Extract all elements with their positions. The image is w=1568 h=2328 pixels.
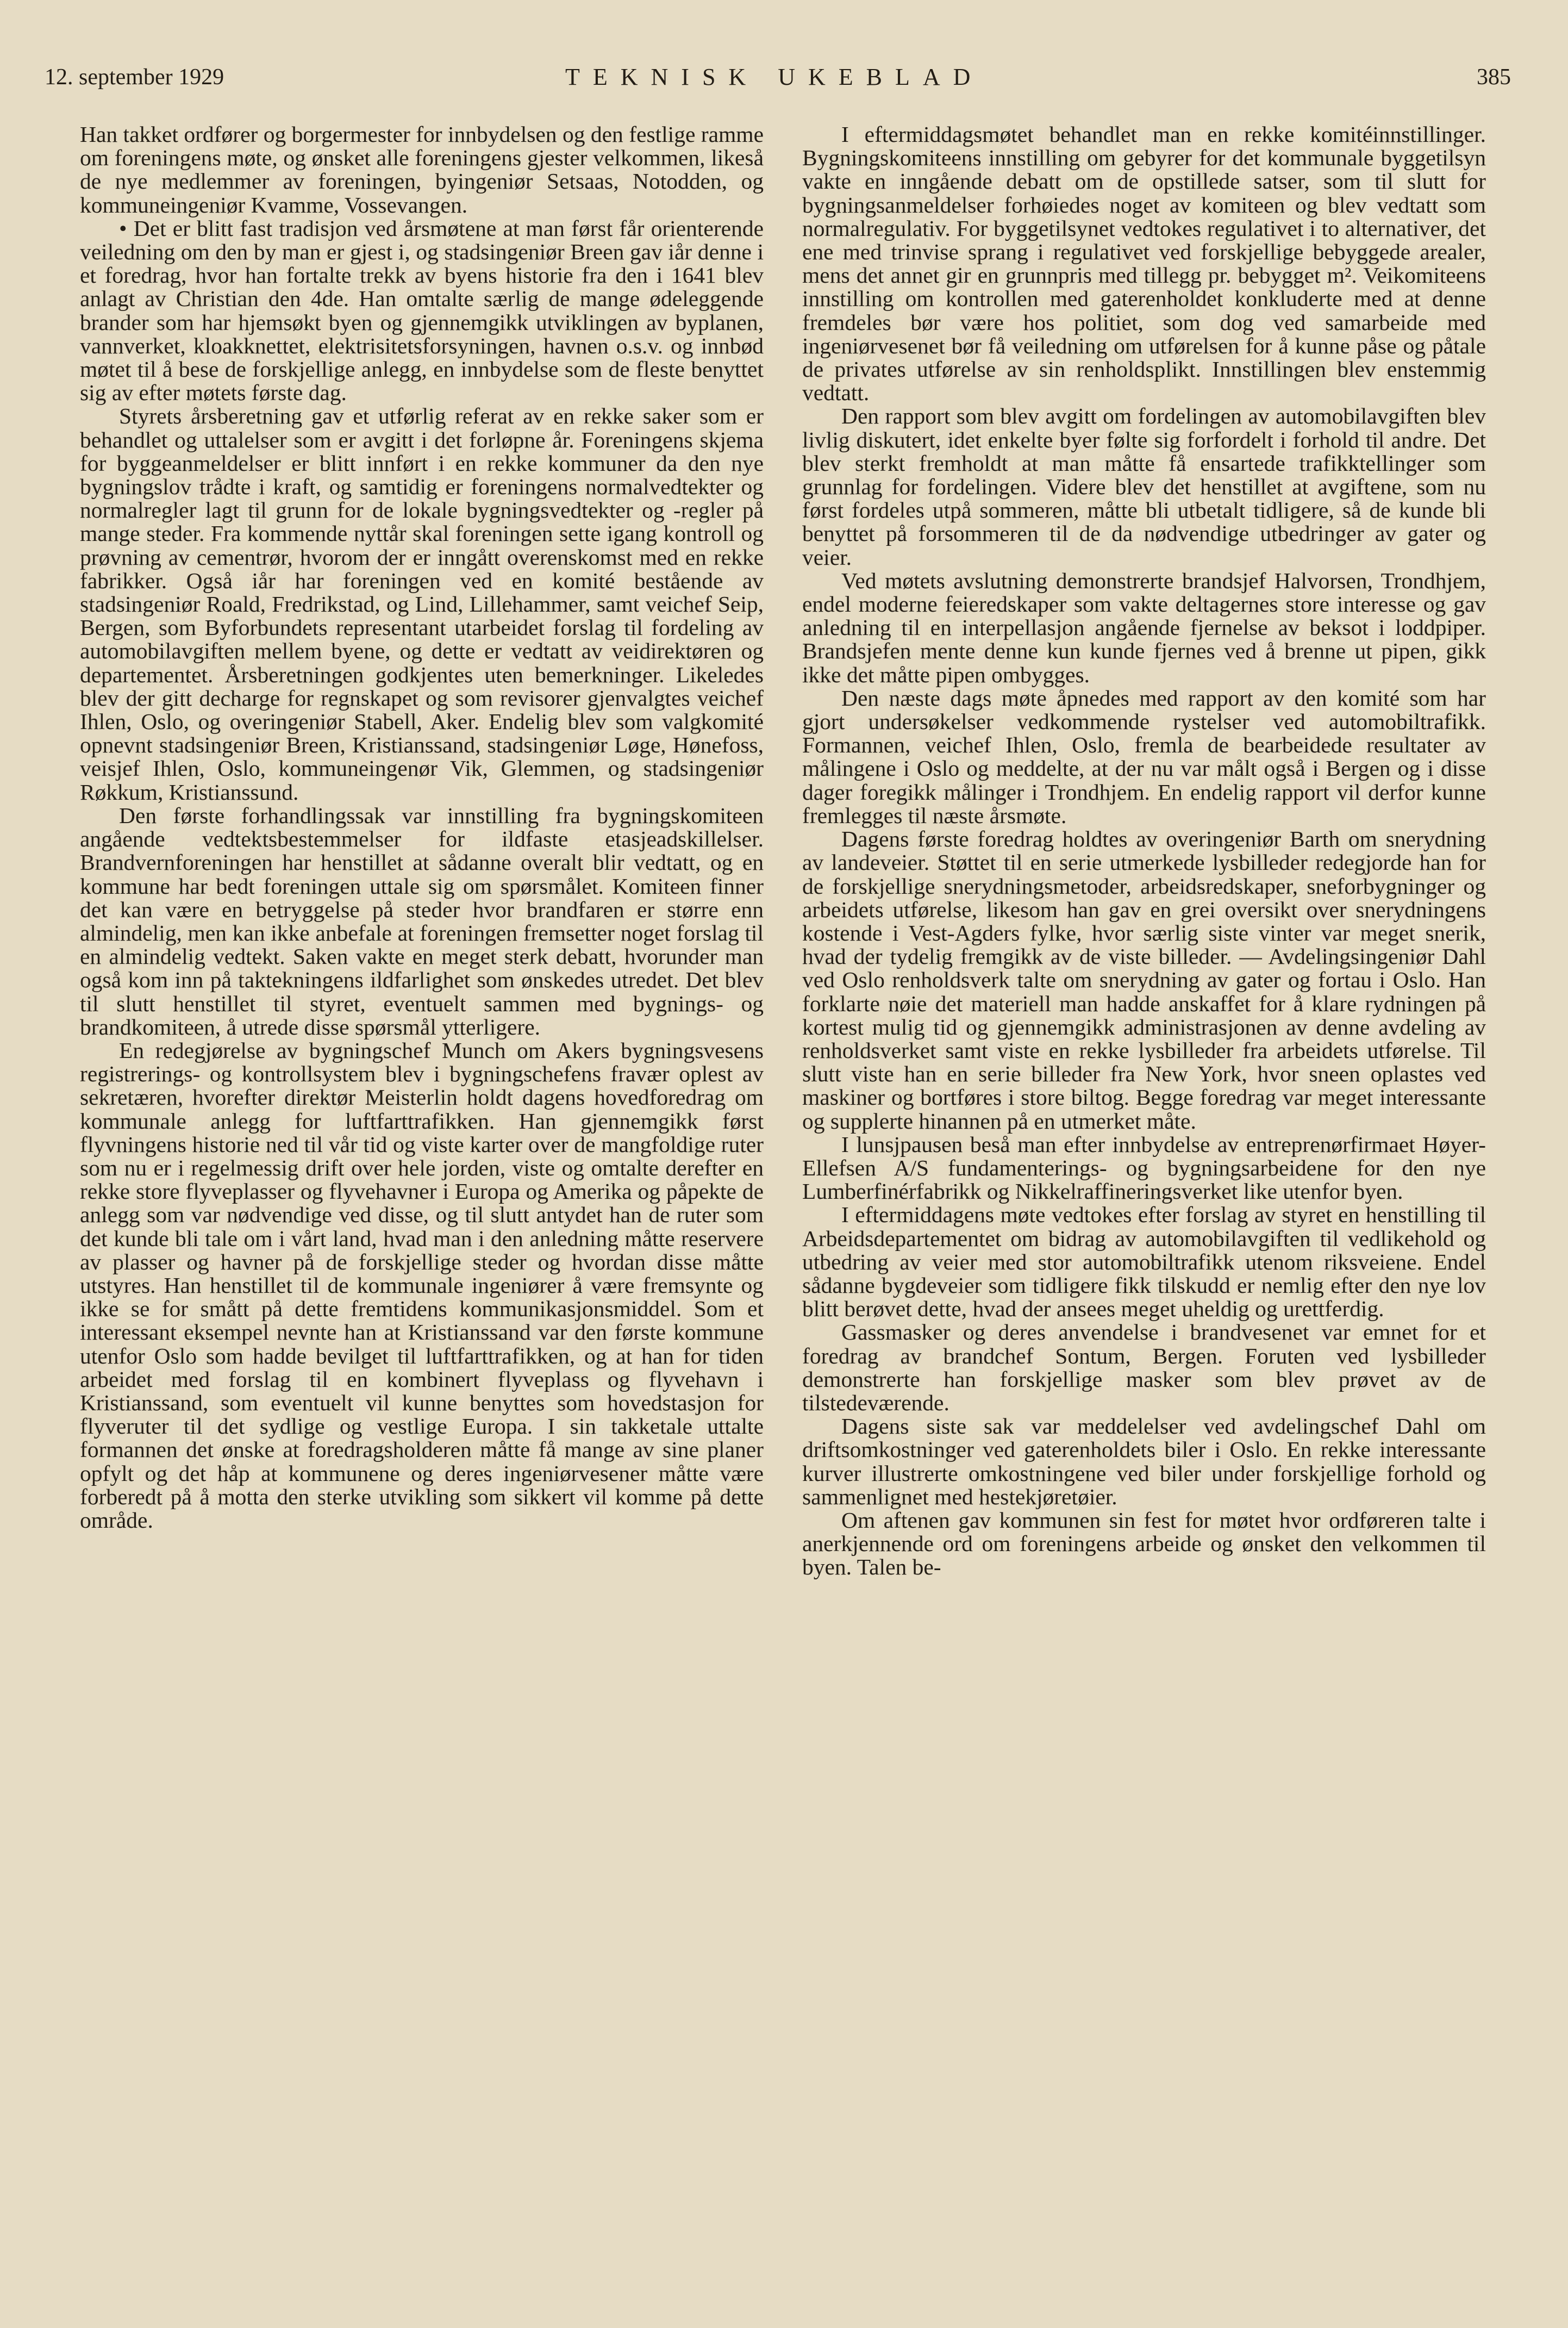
paragraph: Den rapport som blev avgitt om fordelingen av automobilavgiften blev livlig diskutert, idet enkelte byer følte sig forfordelt i forhold til andre. Det blev sterkt fremholdt at man måtte få ensartede trafikktellinger som grunnlag for fordelingen. Videre blev det henstillet at avgiftene, som nu først fordeles utpå sommeren, måtte bli utbetalt tidligere, så de kunde bli benyttet på forsommeren til de da nødvendige utbedringer av gater og veier. bbox=[802, 403, 1486, 570]
paragraph: Den næste dags møte åpnedes med rapport av den komité som har gjort undersøkelser vedkommende rystelser ved automobiltrafikk. Formannen, veichef Ihlen, Oslo, fremla de bearbeidede resultater av målingene i Oslo og meddelte, at der nu var målt også i Bergen og i disse dager foregikk målinger i Trondhjem. En endelig rapport vil derfor kunne fremlegges til næste årsmøte. bbox=[802, 685, 1486, 828]
paragraph: I eftermiddagens møte vedtokes efter forslag av styret en henstilling til Arbeidsdepartementet om bidrag av automobilavgiften til vedlikehold og utbedring av veier med stor automobiltrafikk utenom riksveiene. Endel sådanne bygdeveier som tidligere fikk tilskudd er nemlig efter den nye lov blitt berøvet dette, hvad der ansees meget uheldig og urettferdig. bbox=[802, 1202, 1486, 1322]
paragraph: Om aftenen gav kommunen sin fest for møtet hvor ordføreren talte i anerkjennende ord om foreningens arbeide og ønsket den velkommen til byen. Talen be- bbox=[802, 1507, 1486, 1580]
paragraph: I lunsjpausen beså man efter innbydelse av entreprenørfirmaet Høyer-Ellefsen A/S fundamenterings- og bygningsarbeidene for den nye Lumberfinérfabrikk og Nikkelraffineringsverket like utenfor byen. bbox=[802, 1131, 1486, 1204]
left-column bbox=[80, 123, 764, 1532]
paragraph: Han takket ordfører og borgermester for innbydelsen og den festlige ramme om foreningens møte, og ønsket alle foreningens gjester velkommen, likeså de nye medlemmer av foreningen, byingeniør Setsaas, Notodden, og kommuneingeniør Kvamme, Vossevangen. bbox=[80, 122, 764, 217]
paragraph: Dagens siste sak var meddelelser ved avdelingschef Dahl om driftsomkostninger ved gaterenholdets biler i Oslo. En rekke interessante kurver illustrerte omkostningene ved biler under forskjellige forhold og sammenlignet med hestekjøretøier. bbox=[802, 1414, 1486, 1509]
paragraph: • Det er blitt fast tradisjon ved årsmøtene at man først får orienterende veiledning om den by man er gjest i, og stadsingeniør Breen gav iår denne i et foredrag, hvor han fortalte trekk av byens historie fra den i 1641 blev anlagt av Christian den 4de. Han omtalte særlig de mange ødeleggende brander som har hjemsøkt byen og gjennemgikk utviklingen av byplanen, vannverket, kloakknettet, elektrisitetsforsyningen, havnen o.s.v. og innbød møtet til å bese de forskjellige anlegg, en innbydelse som de fleste benyttet sig av efter møtets første dag. bbox=[80, 215, 764, 406]
paragraph: Styrets årsberetning gav et utførlig referat av en rekke saker som er behandlet og uttalelser som er avgitt i det forløpne år. Foreningens skjema for byggeanmeldelser er blitt innført i en rekke kommuner da den nye bygningslov trådte i kraft, og samtidig er foreningens normalvedtekter og normalregler lagt til grunn for de lokale bygningsvedtekter og -regler på mange steder. Fra kommende nyttår skal foreningen sette igang kontroll og prøvning av cementrør, hvorom der er inngått overenskomst med en rekke fabrikker. Også iår har foreningen ved en komité bestående av stadsingeniør Roald, Fredrikstad, og Lind, Lillehammer, samt veichef Seip, Bergen, som Byforbundets representant utarbeidet forslag til fordeling av automobilavgiften mellem byene, og dette er vedtatt av veidirektøren og departementet. Årsberetningen godkjentes uten bemerkninger. Likeledes blev der gitt decharge for regnskapet og som revisorer gjenvalgtes veichef Ihlen, Oslo, og overingeniør Stabell, Aker. Endelig blev som valgkomité opnevnt stadsingeniør Breen, Kristianssand, stadsingeniør Løge, Hønefoss, veisjef Ihlen, Oslo, kommuneingenør Vik, Glemmen, og stadsingeniør Røkkum, Kristianssund. bbox=[80, 403, 764, 805]
page-number: 385 bbox=[1477, 65, 1511, 90]
paragraph: En redegjørelse av bygningschef Munch om Akers bygningsvesens registrerings- og kontrollsystem blev i bygningschefens fravær oplest av sekretæren, hvorefter direktør Meisterlin holdt dagens hovedforedrag om kommunale anlegg for luftfarttrafikken. Han gjennemgikk først flyvningens historie ned til vår tid og viste karter over de mangfoldige ruter som nu er i regelmessig drift over hele jorden, viste og omtalte derefter en rekke store flyveplasser og flyvehavner i Europa og Amerika og påpekte de anlegg som var nødvendige ved disse, og til slutt antydet han de ruter som det kunde bli tale om i vårt land, hvad man i den anledning måtte reservere av plasser og havner på de forskjellige steder og hvordan disse måtte utstyres. Han henstillet til de kommunale ingeniører å være fremsynte og ikke se for smått på dette fremtidens kommunikasjonsmiddel. Som et interessant eksempel nevnte han at Kristianssand var den første kommune utenfor Oslo som hadde bevilget til luftfarttrafikken, og at han for tiden arbeidet med forslag til en kombinert flyveplass og flyvehavn i Kristianssand, som eventuelt vil kunne benyttes som hovedstasjon for flyveruter til det sydlige og vestlige Europa. I sin takketale uttalte formannen det ønske at foredragsholderen måtte få mange av sine planer opfylt og det håp at kommunene og deres ingeniørvesener måtte være forberedt på å motta den sterke utvikling som sikkert vil komme på dette område. bbox=[80, 1037, 764, 1533]
journal-title: TEKNISK UKEBLAD bbox=[565, 64, 984, 90]
issue-date: 12. september 1929 bbox=[45, 65, 224, 90]
paragraph: Gassmasker og deres anvendelse i brandvesenet var emnet for et foredrag av brandchef Sontum, Bergen. Foruten ved lysbilleder demonstrerte han forskjellige masker som blev prøvet av de tilstedeværende. bbox=[802, 1319, 1486, 1415]
paragraph: Dagens første foredrag holdtes av overingeniør Barth om snerydning av landeveier. Støttet til en serie utmerkede lysbilleder redegjorde han for de forskjellige snerydningsmetoder, arbeidsredskaper, sneforbygninger og arbeidets utførelse, likesom han gav en grei oversikt over snerydningens kostende i Vest-Agders fylke, hvor særlig siste vinter var meget snerik, hvad der tydelig fremgikk av de viste billeder. — Avdelingsingeniør Dahl ved Oslo renholdsverk talte om snerydning av gater og fortau i Oslo. Han forklarte nøie det materiell man hadde anskaffet for å klare rydningen på kortest mulig tid og gjennemgikk administrasjonen av denne avdeling av renholdsverket samt viste en rekke lysbilleder fra arbeidets utførelse. Til slutt viste han en serie billeder fra New York, hvor sneen oplastes ved maskiner og bortføres i store biltog. Begge foredrag var meget interessante og supplerte hinannen på en utmerket måte. bbox=[802, 826, 1486, 1134]
paragraph: Den første forhandlingssak var innstilling fra bygningskomiteen angående vedtektsbestemmelser for ildfaste etasjeadskillelser. Brandvernforeningen har henstillet at sådanne overalt blir vedtatt, og en kommune har bedt foreningen uttale sig om spørsmålet. Komiteen finner det kan være en betryggelse på steder hvor brandfaren er større enn almindelig, men kan ikke anbefale at foreningen fremsetter noget forslag til en almindelig vedtekt. Saken vakte en meget sterk debatt, hvorunder man også kom inn på taktekningens ildfarlighet som ønskedes utredet. Det blev til slutt henstillet til styret, eventuelt sammen med bygnings- og brandkomiteen, å utrede disse spørsmål ytterligere. bbox=[80, 802, 764, 1039]
right-column bbox=[802, 123, 1486, 1579]
paragraph: I eftermiddagsmøtet behandlet man en rekke komitéinnstillinger. Bygningskomiteens innstilling om gebyrer for det kommunale byggetilsyn vakte en inngående debatt om de opstillede satser, som til slutt for bygningsanmeldelser forhøiedes noget av komiteen og blev vedtatt som normalregulativ. For byggetilsynet vedtokes regulativet i to alternativer, det ene med trinvise sprang i regulativet ved forskjellige bebyggede arealer, mens det annet gir en grunnpris med tillegg pr. bebygget m². Veikomiteens innstilling om kontrollen med gaterenholdet konkluderte med at denne fremdeles bør være hos politiet, som dog ved samarbeide med ingeniørvesenet bør få veiledning om utførelsen for å kunne påse og påtale de privates utførelse av sin renholdsplikt. Innstillingen blev enstemmig vedtatt. bbox=[802, 122, 1486, 406]
paragraph: Ved møtets avslutning demonstrerte brandsjef Halvorsen, Trondhjem, endel moderne feieredskaper som vakte deltagernes store interesse og gav anledning til en interpellasjon angående fjernelse av beksot i loddpiper. Brandsjefen mente denne kun kunde fjernes ved å brenne ut pipen, gikk ikke det måtte pipen ombygges. bbox=[802, 568, 1486, 687]
page-header bbox=[0, 61, 1568, 94]
